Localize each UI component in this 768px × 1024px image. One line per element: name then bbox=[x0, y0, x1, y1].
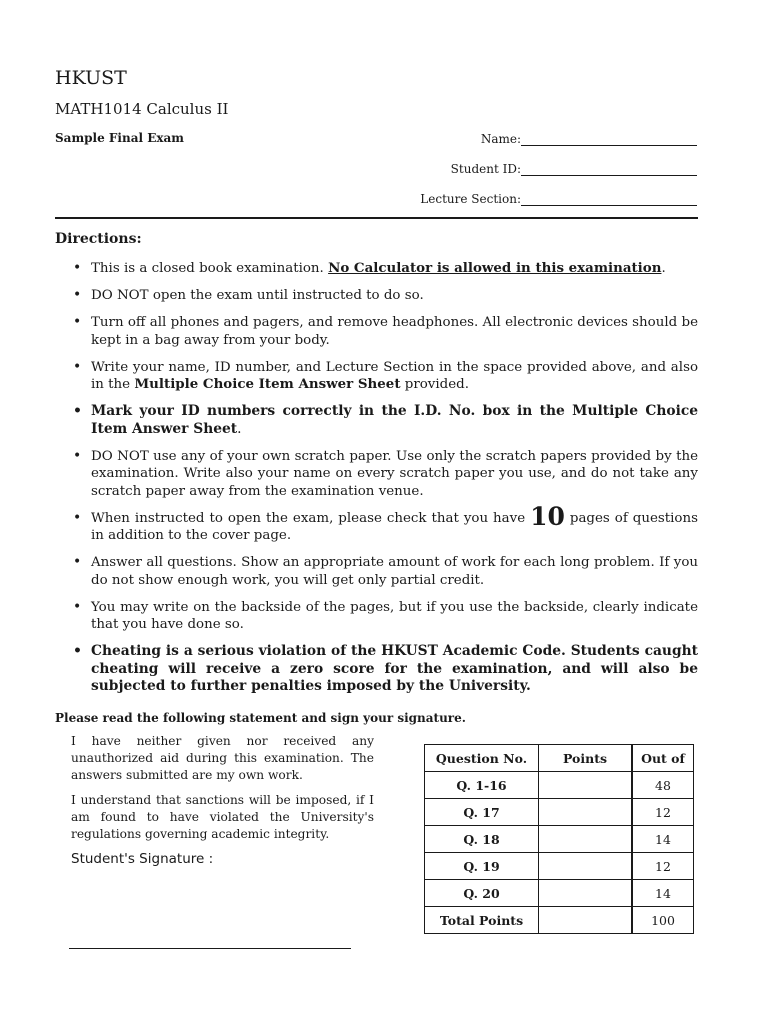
page-count: 10 bbox=[530, 501, 565, 531]
university-title: HKUST bbox=[55, 67, 127, 89]
header-question: Question No. bbox=[425, 745, 539, 772]
direction-item: • You may write on the backside of the pages, but if you use the backside, clearly indicate that you have done so. bbox=[73, 599, 698, 634]
direction-item bbox=[73, 403, 698, 438]
direction-item bbox=[73, 359, 698, 394]
out-of-cell: 14 bbox=[632, 880, 694, 907]
lecture-section-field[interactable] bbox=[420, 191, 697, 206]
direction-item: • Answer all questions. Show an appropriate amount of work for each long problem. If you do not show enough work, you will get only partial credit. bbox=[73, 554, 698, 589]
student-id-field[interactable] bbox=[451, 161, 697, 176]
header-points: Points bbox=[539, 745, 633, 772]
directions-title: Directions: bbox=[55, 231, 142, 247]
directions-list bbox=[73, 260, 698, 705]
lecture-section-label: Lecture Section: bbox=[420, 192, 521, 206]
points-cell[interactable] bbox=[539, 907, 633, 934]
points-cell[interactable] bbox=[539, 853, 633, 880]
question-cell: Q. 18 bbox=[425, 826, 539, 853]
question-cell: Q. 17 bbox=[425, 799, 539, 826]
table-row bbox=[425, 853, 694, 880]
direction-item: • Cheating is a serious violation of the HKUST Academic Code. Students caught cheating will receive a zero score for the examination, and will also be subjected to further penalties imposed by the University. bbox=[73, 643, 698, 696]
question-cell: Q. 1-16 bbox=[425, 772, 539, 799]
table-row bbox=[425, 907, 694, 934]
direction-emphasis: No Calculator is allowed in this examination bbox=[328, 260, 662, 276]
table-row bbox=[425, 799, 694, 826]
name-field[interactable] bbox=[481, 131, 697, 146]
exam-title: Sample Final Exam bbox=[55, 131, 184, 145]
question-cell: Total Points bbox=[425, 907, 539, 934]
table-row bbox=[425, 880, 694, 907]
direction-emphasis: Mark your ID numbers correctly in the I.D. No. box in the Multiple Choice Item Answer Sheet bbox=[91, 403, 698, 437]
header-out-of: Out of bbox=[632, 745, 694, 772]
direction-text: . bbox=[661, 261, 666, 276]
question-cell: Q. 20 bbox=[425, 880, 539, 907]
direction-item: • Turn off all phones and pagers, and remove headphones. All electronic devices should be kept in a bag away from your body. bbox=[73, 314, 698, 349]
header-divider bbox=[55, 217, 698, 219]
table-row bbox=[425, 772, 694, 799]
name-label: Name: bbox=[480, 132, 521, 146]
direction-text: . bbox=[237, 420, 242, 437]
points-cell[interactable] bbox=[539, 799, 633, 826]
table-header-row bbox=[425, 745, 694, 772]
score-table bbox=[424, 744, 694, 934]
statement-paragraph: I understand that sanctions will be imposed, if I am found to have violated the University's regulations governing academic integrity. bbox=[71, 793, 374, 841]
out-of-cell: 48 bbox=[632, 772, 694, 799]
statement-prompt: Please read the following statement and sign your signature. bbox=[55, 711, 466, 725]
student-id-label: Student ID: bbox=[450, 162, 521, 176]
direction-item: • DO NOT open the exam until instructed to do so. bbox=[73, 287, 698, 305]
out-of-cell: 12 bbox=[632, 853, 694, 880]
points-cell[interactable] bbox=[539, 772, 633, 799]
direction-item bbox=[73, 501, 698, 545]
name-line[interactable] bbox=[521, 131, 697, 146]
direction-text: When instructed to open the exam, please check that you have bbox=[91, 510, 531, 526]
out-of-cell: 100 bbox=[632, 907, 694, 934]
signature-line[interactable] bbox=[69, 948, 351, 949]
direction-item: • DO NOT use any of your own scratch paper. Use only the scratch papers provided by the examination. Write also your name on every scratch paper you use, and do not take any scratch paper away from the examination venue. bbox=[73, 448, 698, 501]
out-of-cell: 14 bbox=[632, 826, 694, 853]
points-cell[interactable] bbox=[539, 826, 633, 853]
table-row bbox=[425, 826, 694, 853]
direction-item bbox=[73, 260, 698, 278]
signature-label: Student's Signature : bbox=[71, 851, 214, 867]
question-cell: Q. 19 bbox=[425, 853, 539, 880]
direction-text: Write your name, ID number, and Lecture Section in the space provided above, and also in the bbox=[91, 359, 698, 392]
direction-text: This is a closed book examination. bbox=[91, 261, 329, 276]
student-id-line[interactable] bbox=[521, 161, 697, 176]
statement-paragraph: I have neither given nor received any unauthorized aid during this examination. The answers submitted are my own work. bbox=[71, 734, 374, 782]
direction-text: pages of questions in addition to the cover page. bbox=[91, 510, 698, 543]
direction-emphasis: Multiple Choice Item Answer Sheet bbox=[134, 376, 401, 392]
integrity-statement bbox=[71, 733, 374, 851]
points-cell[interactable] bbox=[539, 880, 633, 907]
course-title: MATH1014 Calculus II bbox=[55, 100, 229, 118]
lecture-section-line[interactable] bbox=[521, 191, 697, 206]
direction-text: provided. bbox=[400, 377, 469, 392]
out-of-cell: 12 bbox=[632, 799, 694, 826]
